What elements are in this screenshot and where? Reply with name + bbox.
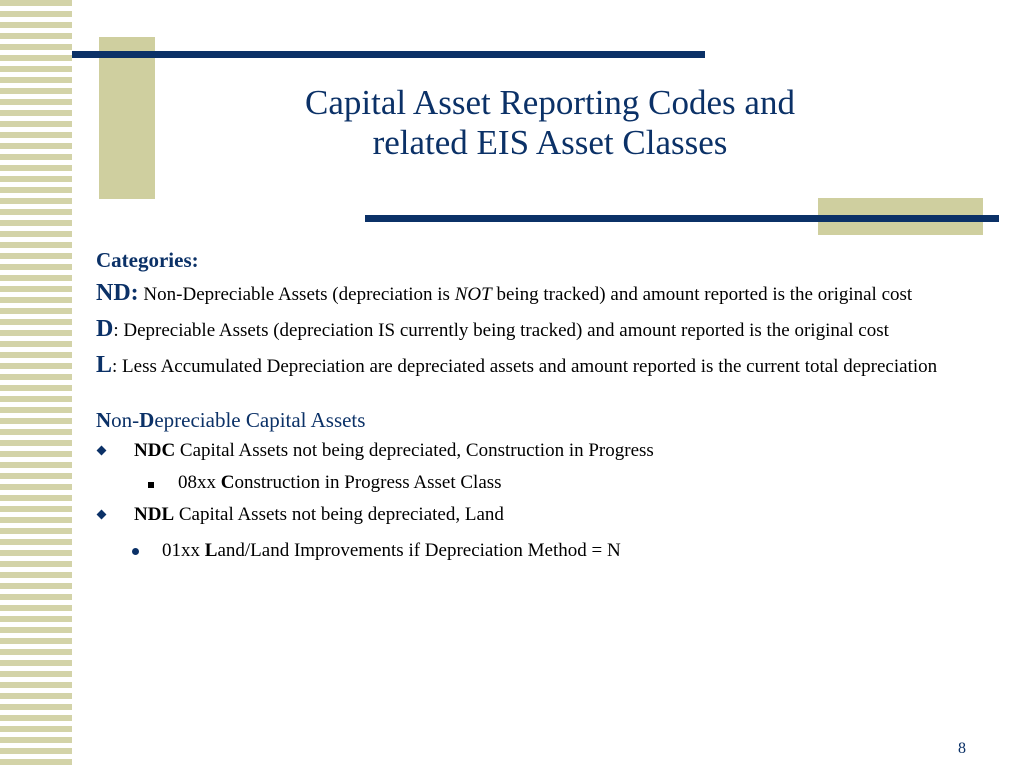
list-subitem-08xx [96, 467, 976, 499]
categories-heading: Categories: [96, 248, 199, 272]
decorative-bar-bottom [365, 215, 999, 222]
subitem-text: and/Land Improvements if Depreciation Method = N [217, 540, 621, 561]
title-line-1: Capital Asset Reporting Codes and [305, 83, 795, 122]
category-text: being tracked) and amount reported is the original cost [491, 284, 913, 305]
subitem-prefix: 01xx [162, 540, 205, 561]
subitem-prefix: 08xx [178, 472, 221, 493]
subitem-letter: C [220, 472, 235, 493]
category-code: D [96, 316, 114, 342]
item-code: NDL [134, 504, 175, 525]
subitem-text: onstruction in Progress Asset Class [234, 472, 502, 493]
category-d [96, 315, 976, 345]
left-stripe-pattern [0, 0, 72, 768]
category-separator: : [130, 280, 139, 306]
category-nd [96, 279, 976, 309]
list-subitem-01xx [96, 535, 976, 567]
decorative-block-left [99, 37, 155, 199]
diamond-bullet-icon [97, 446, 107, 456]
slide-content [96, 248, 976, 567]
category-text: Less Accumulated Depreciation are depreciated assets and amount reported is the current total depreciation [117, 356, 938, 377]
decorative-bar-top [72, 51, 705, 58]
subitem-letter: L [204, 540, 218, 561]
heading-letter: N [96, 408, 112, 432]
item-text: Capital Assets not being depreciated, Land [174, 504, 504, 525]
category-code: ND [96, 280, 131, 306]
item-code: NDC [134, 440, 176, 461]
heading-text: epreciable Capital Assets [154, 408, 366, 432]
diamond-bullet-icon [97, 510, 107, 520]
slide-title [155, 83, 945, 163]
category-text: Depreciable Assets (depreciation IS currently being tracked) and amount reported is the original cost [118, 320, 889, 341]
category-emphasis: NOT [454, 284, 492, 305]
list-item-ndl [96, 499, 976, 531]
category-code: L [96, 352, 113, 378]
category-separator: : [112, 356, 118, 377]
item-text: Capital Assets not being depreciated, Construction in Progress [175, 440, 654, 461]
square-bullet-icon [148, 482, 154, 488]
category-separator: : [113, 320, 119, 341]
heading-text: on- [111, 408, 140, 432]
dot-bullet-icon [132, 548, 139, 555]
heading-letter: D [139, 408, 155, 432]
category-text: Non-Depreciable Assets (depreciation is [138, 284, 455, 305]
title-line-2: related EIS Asset Classes [372, 123, 728, 162]
page-number: 8 [958, 740, 966, 757]
list-item-ndc [96, 435, 976, 467]
nondepreciable-heading [96, 405, 976, 435]
category-l [96, 351, 976, 381]
